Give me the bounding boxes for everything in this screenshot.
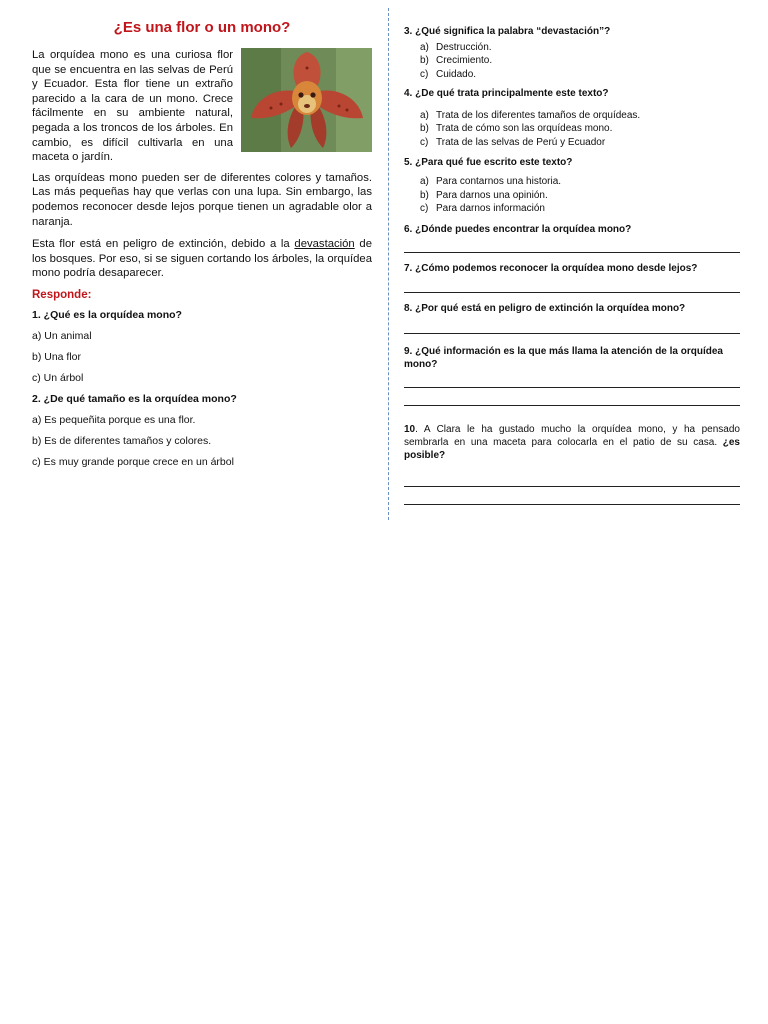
option-text: Para contarnos una historia. <box>436 176 562 188</box>
q2-option-b: b) Es de diferentes tamaños y colores. <box>32 434 212 447</box>
question-3-block <box>404 26 740 81</box>
answer-line-8[interactable] <box>404 333 740 334</box>
paragraph-3-end: de los bosques. Por eso, si se siguen cortando los árboles, la orquídea mono podría desaparecer. <box>32 238 372 280</box>
question-10-ask: ¿es posible? <box>404 437 740 462</box>
option-letter: c) <box>420 203 429 215</box>
question-10-text: . A Clara le ha gustado mucho la orquídea mono, y ha pensado sembrarla en una maceta para colocarla en el patio de su casa. <box>404 424 740 449</box>
option-letter: b) <box>420 55 429 67</box>
question-4: 4. ¿De qué trata principalmente este texto? <box>404 88 609 100</box>
intro-paragraph-3 <box>32 237 372 281</box>
q4-option-c <box>420 136 740 150</box>
option-letter: b) <box>420 123 429 135</box>
paragraph-3-start: Esta flor está en peligro de extinción, debido a la <box>32 238 295 251</box>
answer-line-9b[interactable] <box>404 405 740 406</box>
q3-option-c <box>420 68 740 82</box>
q4-options <box>404 109 740 150</box>
q1-option-a: a) Un animal <box>32 329 92 342</box>
question-6: 6. ¿Dónde puedes encontrar la orquídea mono? <box>404 223 632 235</box>
q2-option-c: c) Es muy grande porque crece en un árbol <box>32 455 234 468</box>
option-text: Para darnos una opinión. <box>436 189 548 201</box>
question-4-block <box>404 88 740 149</box>
q2-option-a: a) Es pequeñita porque es una flor. <box>32 413 196 426</box>
question-8: 8. ¿Por qué está en peligro de extinción la orquídea mono? <box>404 302 686 314</box>
intro-paragraph-2: Las orquídeas mono pueden ser de diferentes colores y tamaños. Las más pequeñas hay que verlas con una lupa. Sin embargo, las podemos reconocer desde lejos porque tienen un agradable olor a naranja. <box>32 171 372 228</box>
option-text: Para darnos información <box>436 203 545 215</box>
column-divider <box>388 8 389 520</box>
page-title: ¿Es una flor o un mono? <box>113 19 291 36</box>
option-letter: c) <box>420 136 429 148</box>
monkey-orchid-image <box>241 48 372 152</box>
orchid-photo <box>241 48 372 152</box>
answer-line-7[interactable] <box>404 292 740 293</box>
question-3: 3. ¿Qué significa la palabra “devastación”? <box>404 26 611 37</box>
q3-option-a <box>420 41 740 55</box>
option-text: Cuidado. <box>436 68 477 80</box>
left-column <box>32 18 372 477</box>
q3-options <box>404 41 740 82</box>
q1-option-c: c) Un árbol <box>32 371 84 384</box>
question-5: 5. ¿Para qué fue escrito este texto? <box>404 156 573 168</box>
answer-line-10a[interactable] <box>404 486 740 487</box>
q1-option-b: b) Una flor <box>32 350 82 363</box>
option-letter: a) <box>420 41 429 53</box>
q4-option-b <box>420 122 740 136</box>
answer-line-6[interactable] <box>404 252 740 253</box>
right-column <box>404 26 740 505</box>
option-letter: a) <box>420 109 429 121</box>
option-text: Trata de las selvas de Perú y Ecuador <box>436 136 606 148</box>
q3-option-b <box>420 54 740 68</box>
answer-line-10b[interactable] <box>404 504 740 505</box>
option-text: Destrucción. <box>436 41 492 53</box>
question-10-number: 10 <box>404 424 416 436</box>
answer-line-9a[interactable] <box>404 387 740 388</box>
question-5-block <box>404 157 740 216</box>
question-9: 9. ¿Qué información es la que más llama la atención de la orquídea mono? <box>404 346 723 370</box>
question-1: 1. ¿Qué es la orquídea mono? <box>32 308 182 321</box>
option-letter: b) <box>420 189 429 201</box>
q5-option-c <box>420 202 740 216</box>
underlined-word: devastación <box>294 238 355 251</box>
option-letter: c) <box>420 68 429 80</box>
option-letter: a) <box>420 176 429 188</box>
q5-options <box>404 175 740 216</box>
option-text: Trata de los diferentes tamaños de orquídeas. <box>436 109 641 121</box>
intro-paragraph-1: La orquídea mono es una curiosa flor que se encuentra en las selvas de Perú y Ecuador. Esta flor tiene un extraño parecido a la cara de un mono. Crece fácilmente en su ambiente natural, pegada a los troncos de los árboles. En cambio, es difícil cultivarla en una maceta o jardín. <box>32 49 233 164</box>
option-text: Crecimiento. <box>436 55 493 67</box>
responde-heading: Responde: <box>32 288 92 301</box>
option-text: Trata de cómo son las orquídeas mono. <box>436 123 613 135</box>
question-10 <box>404 423 740 462</box>
q5-option-b <box>420 189 740 203</box>
question-2: 2. ¿De qué tamaño es la orquídea mono? <box>32 392 237 405</box>
q4-option-a <box>420 109 740 123</box>
q5-option-a <box>420 175 740 189</box>
reading-text <box>32 48 372 281</box>
question-7: 7. ¿Cómo podemos reconocer la orquídea mono desde lejos? <box>404 263 698 275</box>
